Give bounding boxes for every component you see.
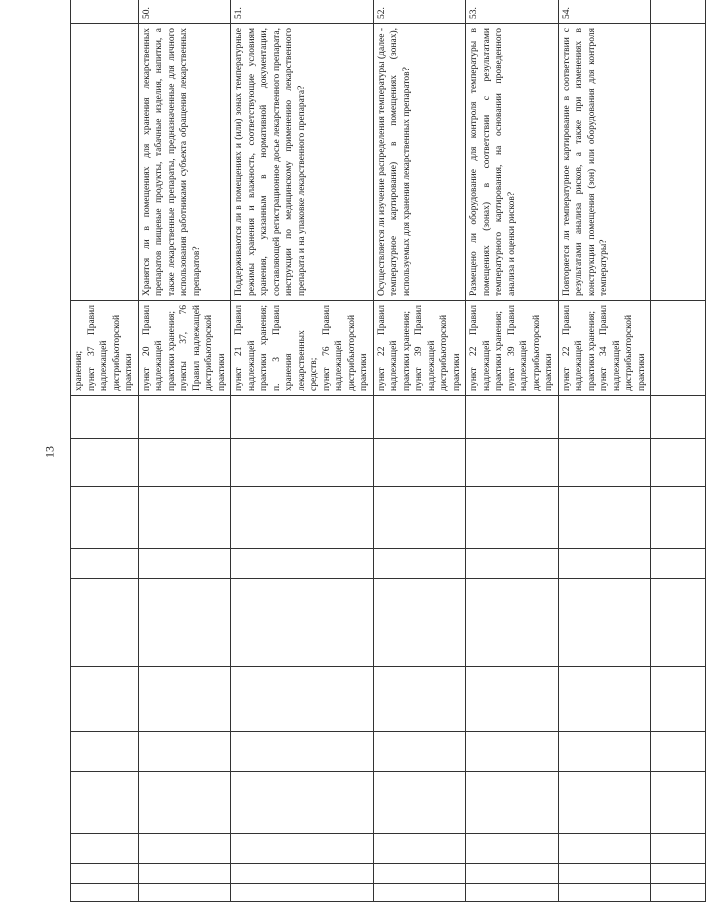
table-row [138, 0, 231, 902]
row-number: 50. [138, 0, 231, 24]
table-row [558, 0, 651, 902]
criterion-cell: пункт 20 Правил надлежащей практики хранения; пункты 37, 76 Правил надлежащей дистрибьюторской практики [138, 301, 231, 396]
table-row [71, 0, 139, 902]
row-number: 52. [373, 0, 466, 24]
table-row [466, 0, 559, 902]
criterion-cell: пункт 22 Правил надлежащей практики хранения; пункт 34 Правил надлежащей дистрибьюторской практики [558, 301, 651, 396]
question-cell: Размещено ли оборудование для контроля температуры в помещениях (зонах) в соответствии с результатами температурного картирования, на основании проведенного анализа и оценки рисков? [466, 24, 559, 301]
row-number: 53. [466, 0, 559, 24]
question-cell: Поддерживаются ли в помещениях и (или) зонах температурные режимы хранения и влажность, соответствующие условиям хранения, указанным в нормативной документации, составляющей регистрационное досье лекарственного препарата, инструкции по медицинскому применению лекарственного препарата и на упаковке лекарственного препарата? [231, 24, 374, 301]
question-cell [71, 24, 139, 301]
checklist-table [70, 0, 706, 902]
question-cell: Осуществляется ли изучение распределения температуры (далее - температурное картирование) в помещениях (зонах), используемых для хранения лекарственных препаратов? [373, 24, 466, 301]
table-row [651, 0, 706, 902]
criterion-cell: пункт 22 Правил надлежащей практики хранения; пункт 39 Правил надлежащей дистрибьюторской практики [373, 301, 466, 396]
table-row [231, 0, 374, 902]
criterion-cell: пункт 22 Правил надлежащей практики хранения; пункт 39 Правил надлежащей дистрибьюторской практики [466, 301, 559, 396]
criterion-cell: пункт 21 Правил надлежащей практики хранения; п. 3 Правил хранения лекарственных средств; пункт 76 Правил надлежащей дистрибьюторской практики [231, 301, 374, 396]
page-number: 13 [42, 446, 57, 458]
question-cell: Хранятся ли в помещениях для хранения лекарственных препаратов пищевые продукты, табачные изделия, напитки, а также лекарственные препараты, предназначенные для личного использования работниками субъекта обращения лекарственных препаратов? [138, 24, 231, 301]
row-number: 51. [231, 0, 374, 24]
rotated-table-wrapper [70, 7, 647, 902]
question-cell: Повторяется ли температурное картирование в соответствии с результатами анализа рисков, а также при изменениях в конструкции помещения (зон) или оборудования для контроля температуры? [558, 24, 651, 301]
table-row [373, 0, 466, 902]
row-number: 54. [558, 0, 651, 24]
checklist-page [70, 0, 647, 905]
row-number [71, 0, 139, 24]
criterion-cell: хранения; пункт 37 Правил надлежащей дистрибьюторской практики [71, 301, 139, 396]
